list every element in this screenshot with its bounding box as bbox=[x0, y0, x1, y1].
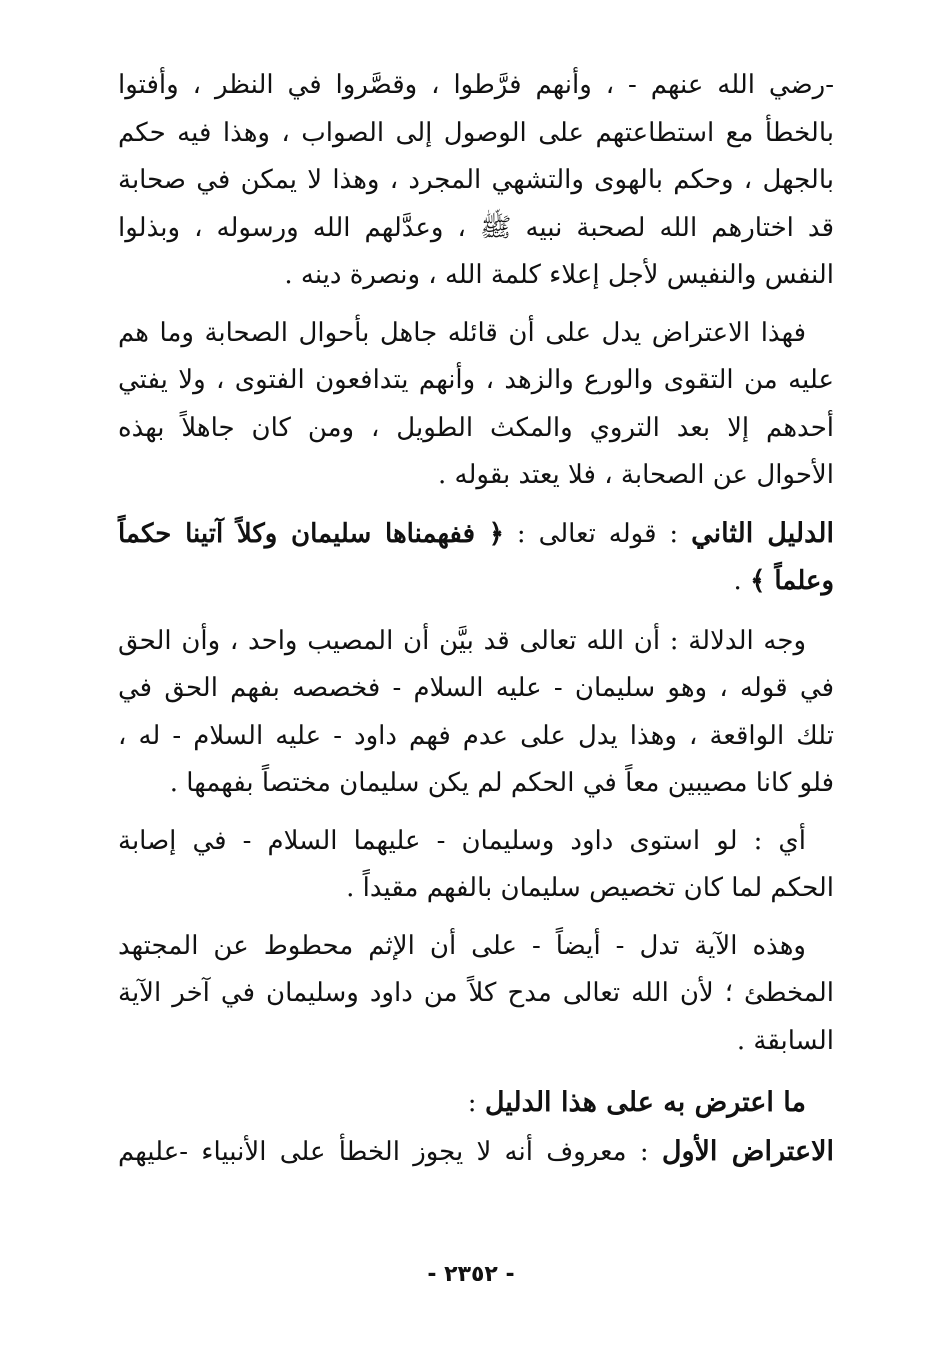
quranic-verse: وعلماً ﴾ bbox=[750, 566, 834, 596]
text-line: الأحوال عن الصحابة ، فلا يعتد بقوله . bbox=[438, 460, 834, 490]
text-line: تلك الواقعة ، وهذا يدل على عدم فهم داود - عليه السلام - له ، bbox=[118, 720, 834, 751]
objection-heading-paragraph bbox=[118, 1079, 834, 1128]
first-objection-paragraph bbox=[118, 1128, 834, 1177]
section-heading: الاعتراض الأول bbox=[661, 1135, 834, 1167]
section-heading: الدليل الثاني bbox=[691, 517, 835, 549]
text-line: أي : لو استوى داود وسليمان - عليهما السلام - في إصابة bbox=[118, 825, 806, 856]
text-line bbox=[118, 1079, 834, 1128]
paragraph-3 bbox=[118, 618, 834, 808]
quranic-verse: ﴿ ففهمناها سليمان وكلاً آتينا حكماً bbox=[118, 518, 504, 549]
text-line: وهذه الآية تدل - أيضاً - على أن الإثم محطوط عن المجتهد bbox=[118, 930, 806, 961]
text-line bbox=[118, 558, 834, 606]
text-line: بالجهل ، وحكم بالهوى والتشهي المجرد ، وهذا لا يمكن في صحابة bbox=[118, 165, 834, 195]
text-line: فلو كانا مصيبين معاً في الحكم لم يكن سليمان مختصاً بفهمها . bbox=[169, 768, 834, 798]
punctuation: . bbox=[733, 566, 751, 596]
punctuation: : bbox=[467, 1088, 485, 1118]
text-line bbox=[118, 1128, 834, 1177]
paragraph-1 bbox=[118, 62, 834, 300]
text-line: وجه الدلالة : أن الله تعالى قد بيَّن أن المصيب واحد ، وأن الحق bbox=[118, 625, 806, 656]
text-line: بالخطأ مع استطاعتهم على الوصول إلى الصواب ، وهذا فيه حكم bbox=[118, 117, 834, 148]
text-line: في قوله ، وهو سليمان - عليه السلام - فخصصه بفهم الحق في bbox=[118, 673, 834, 703]
second-evidence-paragraph bbox=[118, 510, 834, 606]
text-line: عليه من التقوى والورع والزهد ، وأنهم يتدافعون الفتوى ، ولا يفتي bbox=[118, 365, 834, 395]
page-number: - ٢٣٥٢ - bbox=[427, 1262, 515, 1287]
text-line: الحكم لما كان تخصيص سليمان بالفهم مقيداً . bbox=[346, 873, 834, 903]
paragraph-2 bbox=[118, 310, 834, 500]
text-line: المخطئ ؛ لأن الله تعالى مدح كلاً من داود وسليمان في آخر الآية bbox=[118, 978, 834, 1008]
text-line bbox=[118, 510, 834, 559]
text-line: فهذا الاعتراض يدل على أن قائله جاهل بأحوال الصحابة وما هم bbox=[118, 317, 806, 348]
paragraph-4 bbox=[118, 818, 834, 913]
text-line: -رضي الله عنهم - ، وأنهم فرَّطوا ، وقصَّروا في النظر ، وأفتوا bbox=[118, 70, 834, 100]
objection-text: : معروف أنه لا يجوز الخطأ على الأنبياء -عليهم bbox=[118, 1136, 662, 1167]
text-line: السابقة . bbox=[736, 1025, 834, 1056]
intro-text: : قوله تعالى : bbox=[503, 518, 692, 549]
document-page bbox=[118, 62, 834, 1176]
text-line: أحدهم إلا بعد التروي والمكث الطويل ، ومن كان جاهلاً بهذه bbox=[118, 412, 834, 443]
text-line: النفس والنفيس لأجل إعلاء كلمة الله ، ونصرة دينه . bbox=[284, 260, 834, 290]
text-line: قد اختارهم الله لصحبة نبيه ﷺ ، وعدَّلهم الله ورسوله ، وبذلوا bbox=[118, 212, 834, 243]
section-heading: ما اعترض به على هذا الدليل bbox=[484, 1087, 806, 1118]
paragraph-5 bbox=[118, 923, 834, 1066]
